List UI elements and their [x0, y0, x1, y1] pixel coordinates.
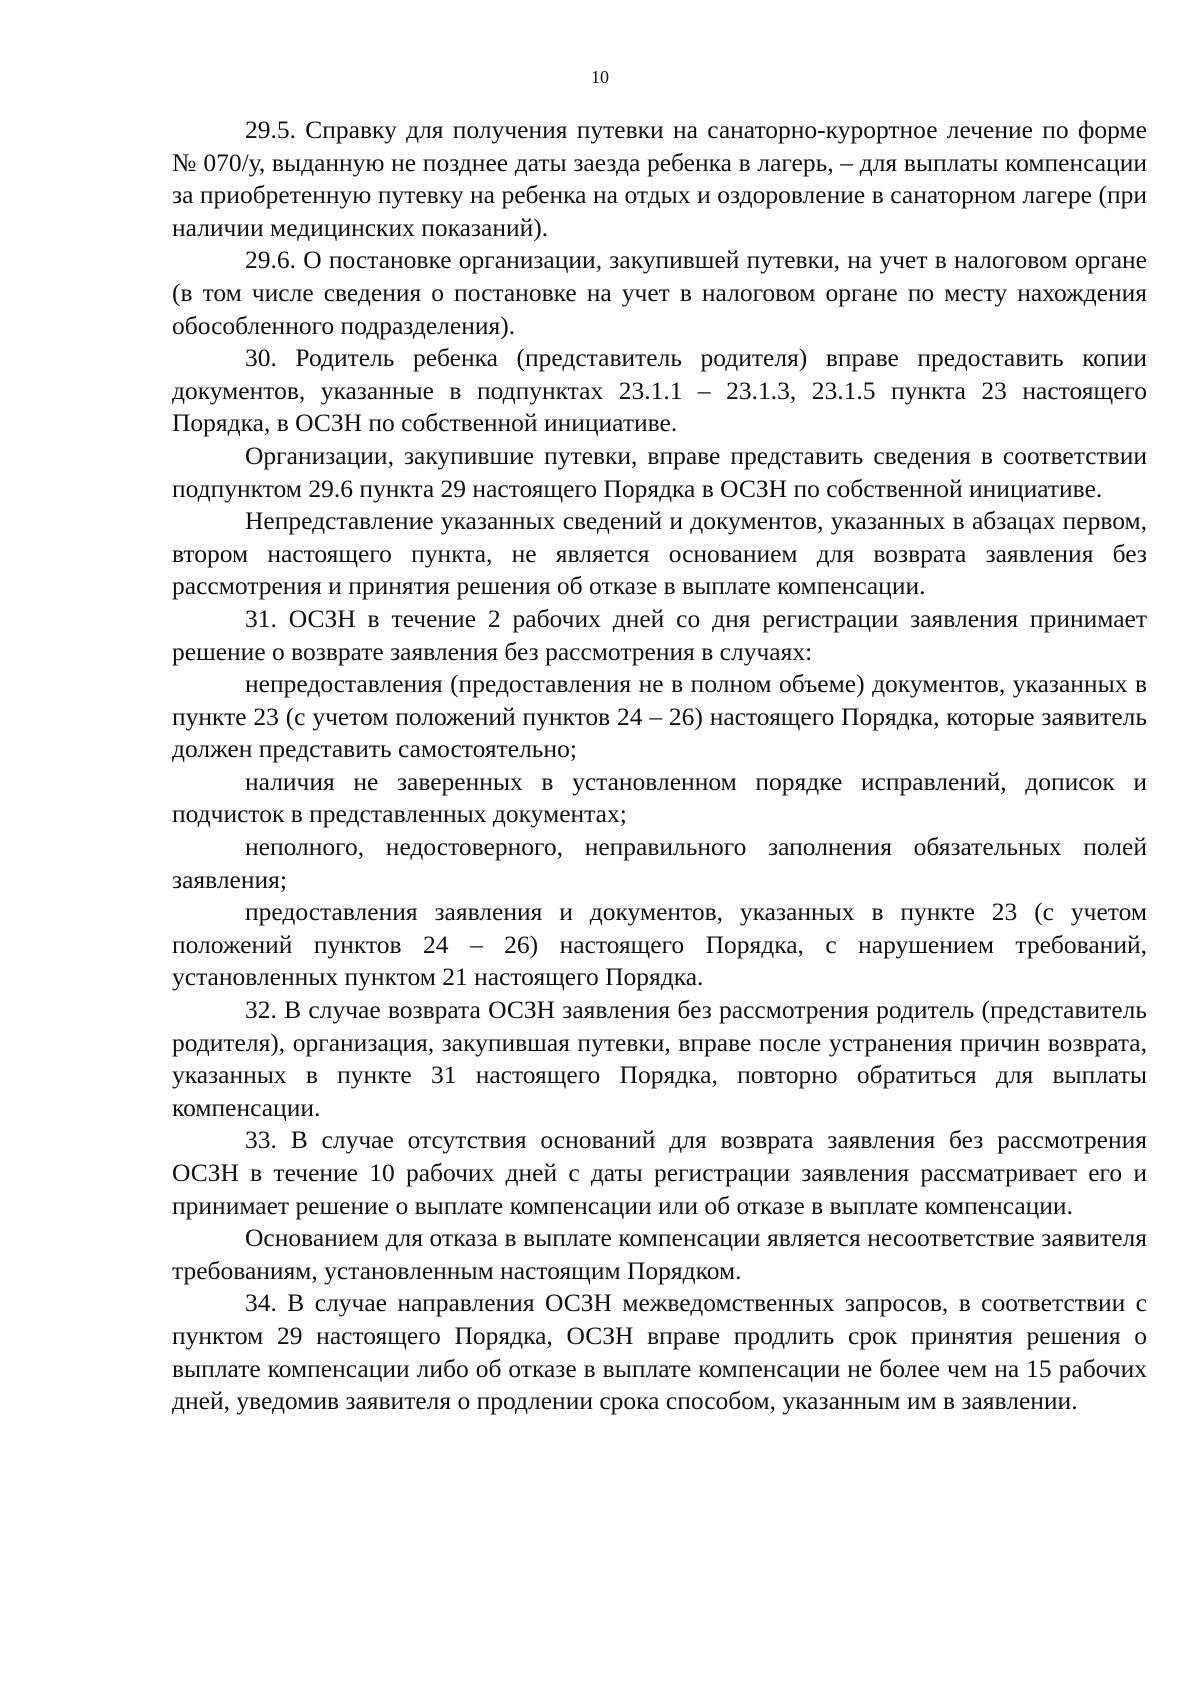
paragraph-31-case-4: предоставления заявления и документов, указанных в пункте 23 (с учетом положений пунктов 24 – 26) настоящего Порядка, с нарушением требований, установленных пунктом 21 настоящего Порядка. [172, 897, 1147, 992]
paragraph-33: 33. В случае отсутствия оснований для возврата заявления без рассмотрения ОСЗН в течение 10 рабочих дней с даты регистрации заявления рассматривает его и принимает решение о выплате компенсации или об отказе в выплате компенсации. [172, 1125, 1147, 1220]
paragraph-31: 31. ОСЗН в течение 2 рабочих дней со дня регистрации заявления принимает решение о возврате заявления без рассмотрения в случаях: [172, 603, 1147, 666]
paragraph-33-refusal-basis: Основанием для отказа в выплате компенсации является несоответствие заявителя требованиям, установленным настоящим Порядком. [172, 1223, 1147, 1285]
paragraph-30-non-submission: Непредставление указанных сведений и документов, указанных в абзацах первом, втором настоящего пункта, не является основанием для возврата заявления без рассмотрения и принятия решения об отказе в выплате компенсации. [172, 506, 1147, 601]
paragraph-30: 30. Родитель ребенка (представитель родителя) вправе предоставить копии документов, указанные в подпунктах 23.1.1 – 23.1.3, 23.1.5 пункта 23 настоящего Порядка, в ОСЗН по собственной инициативе. [172, 343, 1147, 438]
paragraph-34: 34. В случае направления ОСЗН межведомственных запросов, в соответствии с пунктом 29 настоящего Порядка, ОСЗН вправе продлить срок принятия решения о выплате компенсации либо об отказе в выплате компенсации не более чем на 15 рабочих дней, уведомив заявителя о продлении срока способом, указанным им в заявлении. [172, 1288, 1147, 1416]
paragraph-29-6: 29.6. О постановке организации, закупившей путевки, на учет в налоговом органе (в том числе сведения о постановке на учет в налоговом органе по месту нахождения обособленного подразделения). [172, 245, 1147, 340]
paragraph-31-case-2: наличия не заверенных в установленном порядке исправлений, дописок и подчисток в представленных документах; [172, 766, 1147, 829]
paragraph-29-5: 29.5. Справку для получения путевки на санаторно-курортное лечение по форме № 070/у, выданную не позднее даты заезда ребенка в лагерь, – для выплаты компенсации за приобретенную путевку на ребенка на отдых и оздоровление в санаторном лагере (при наличии медицинских показаний). [172, 115, 1147, 242]
page-number: 10 [591, 67, 609, 87]
paragraph-30-organizations: Организации, закупившие путевки, вправе представить сведения в соответствии подпунктом 29.6 пункта 29 настоящего Порядка в ОСЗН по собственной инициативе. [172, 440, 1147, 503]
paragraph-31-case-3: неполного, недостоверного, неправильного заполнения обязательных полей заявления; [172, 832, 1147, 894]
document-body [172, 114, 1147, 1418]
paragraph-31-case-1: непредоставления (предоставления не в полном объеме) документов, указанных в пункте 23 (с учетом положений пунктов 24 – 26) настоящего Порядка, которые заявитель должен представить самостоятельно; [172, 669, 1147, 764]
paragraph-32: 32. В случае возврата ОСЗН заявления без рассмотрения родитель (представитель родителя), организация, закупившая путевки, вправе после устранения причин возврата, указанных в пункте 31 настоящего Порядка, повторно обратиться для выплаты компенсации. [172, 995, 1147, 1122]
